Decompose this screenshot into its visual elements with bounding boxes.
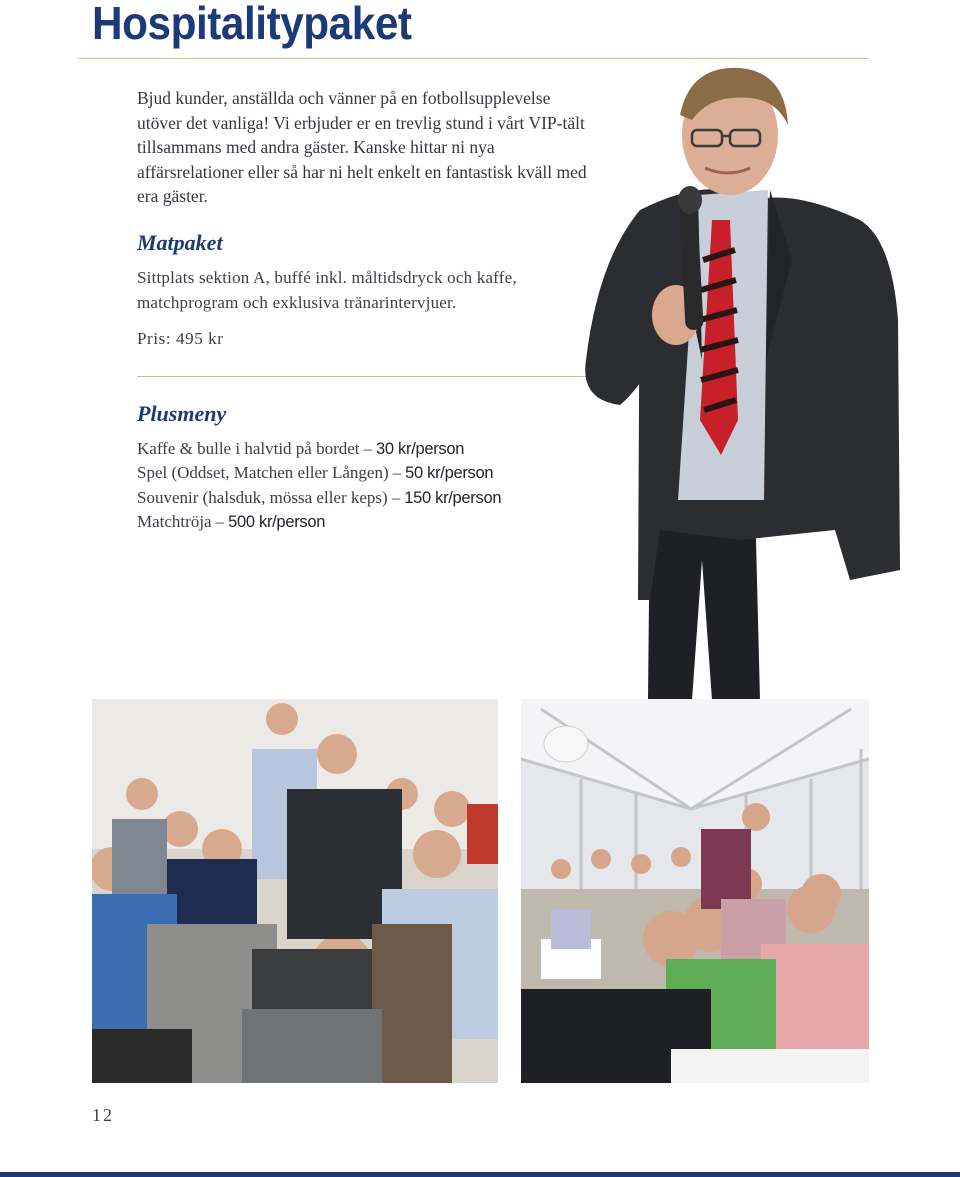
plus-item-name: Kaffe & bulle i halvtid på bordet [137,439,360,458]
plus-item-price: 50 kr/person [405,464,494,483]
matpaket-heading: Matpaket [137,230,223,255]
intro-paragraph: Bjud kunder, anställda och vänner på en fotbollsupplevelse utöver det vanliga! Vi erbjuder er en trevlig stund i vårt VIP-tält tillsammans med andra gäster. Kanske hittar ni nya affärsrelationer eller så har ni helt enkelt en fantastisk kväll med era gäster. [137,88,587,206]
list-item [137,510,607,534]
speaker-photo [580,60,910,700]
plus-item-name: Matchtröja [137,511,212,531]
plus-item-price: 500 kr/person [228,512,326,531]
matpaket-description: Sittplats sektion A, buffé inkl. måltidsdryck och kaffe, matchprogram och exklusiva tränarintervjuer. [137,268,517,312]
list-item [137,486,607,510]
plus-item-separator: – [363,439,373,458]
list-item [137,461,607,485]
plus-item-price: 30 kr/person [376,440,465,458]
plus-item-name: Spel (Oddset, Matchen eller Lången) [137,463,389,483]
plus-item-separator: – [215,511,225,531]
plus-item-price: 150 kr/person [404,488,502,507]
page-number: 12 [92,1105,114,1125]
plusmeny-list [137,437,607,534]
plusmeny-heading: Plusmeny [137,401,227,426]
list-item [137,437,607,461]
plus-item-separator: – [392,463,402,483]
plus-item-name: Souvenir (halsduk, mössa eller keps) [137,487,388,507]
section-divider [137,376,587,377]
matpaket-price: Pris: 495 kr [137,329,224,348]
crowd-photo [92,699,498,1083]
tent-photo [521,699,869,1083]
title-divider [78,58,868,59]
footer-bar [0,1172,960,1177]
plus-item-separator: – [391,487,401,507]
page-title: Hospitalitypaket [92,0,412,49]
